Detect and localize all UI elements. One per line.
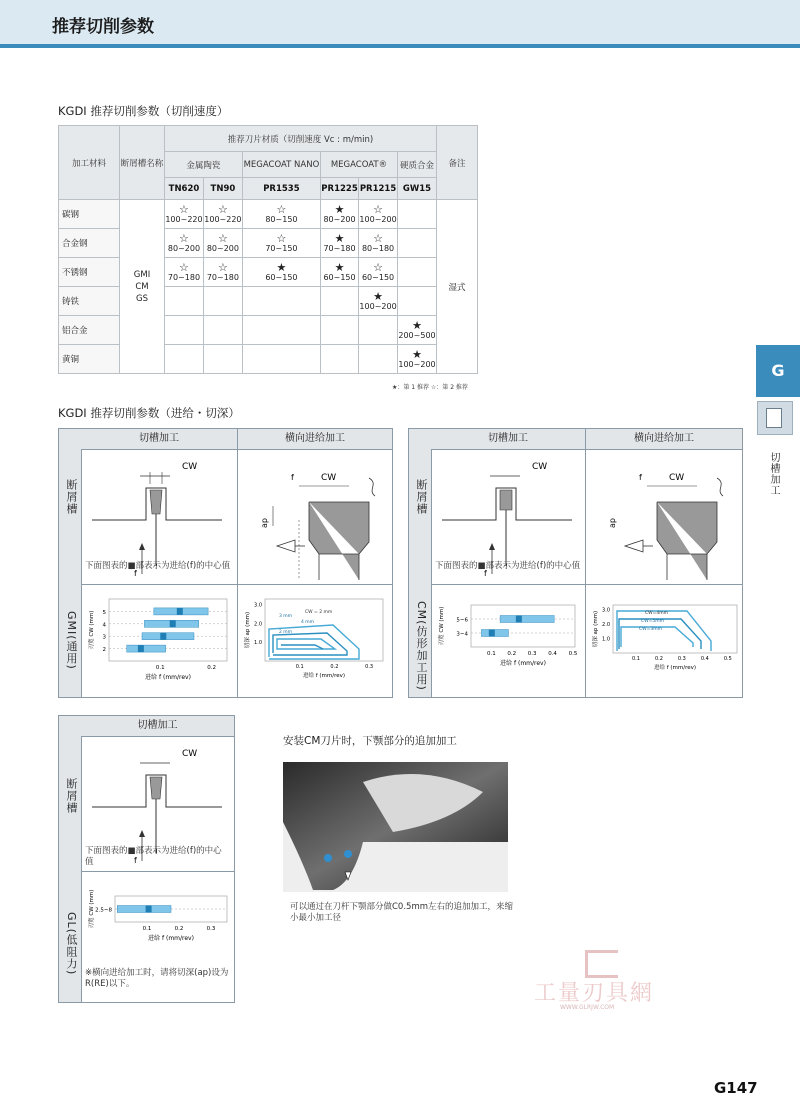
gmi-chipbreaker-label: 断屑槽 (65, 479, 78, 515)
speed-cell (359, 229, 398, 258)
tick-label: 0.3 (677, 656, 686, 662)
feed-range-bar (500, 616, 554, 623)
col-material: 加工材料 (59, 126, 120, 200)
cw-label: CW (182, 462, 198, 472)
material-cell: 碳钢 (59, 200, 120, 229)
feed-center-mark (170, 620, 176, 627)
speed-cell (320, 316, 358, 345)
grade-header: TN620 (165, 178, 204, 200)
side-tab-label: 切槽加工 (768, 452, 779, 496)
recommend-mark: ★ (412, 347, 422, 361)
gmi-traverse-chart (241, 589, 391, 695)
tick-label: 5 (102, 609, 106, 616)
x-axis-label: 进给 f (mm/rev) (145, 674, 191, 681)
svg-text:CW: CW (321, 473, 337, 483)
cm-panel (408, 428, 743, 698)
page-header (0, 0, 800, 48)
series-label: CW=3mm (639, 627, 662, 632)
grade-header: PR1535 (242, 178, 320, 200)
svg-text:f: f (639, 473, 642, 482)
speed-range: 100~220 (204, 214, 242, 224)
tick-label: 5~6 (456, 617, 468, 624)
speed-range: 100~200 (359, 214, 397, 224)
svg-text:f: f (484, 569, 487, 578)
tick-label: 0.1 (487, 651, 496, 657)
speed-cell (165, 287, 204, 316)
chamfer-marker (324, 854, 332, 862)
tick-label: 0.4 (700, 656, 709, 662)
chipbreaker-name: GMI (133, 269, 151, 280)
cm-grooving-head: 切槽加工 (431, 429, 586, 450)
col-chipbreaker: 断屑槽名称 (120, 126, 165, 200)
speed-range: 80~200 (206, 243, 239, 253)
f-label: f (134, 569, 137, 578)
svg-text:ap: ap (260, 518, 269, 528)
speed-cell (203, 258, 242, 287)
speed-cell (242, 345, 320, 374)
chamfer-marker (344, 850, 352, 858)
group-cermet: 金属陶瓷 (165, 152, 243, 178)
col-note: 备注 (437, 126, 478, 200)
recommend-mark: ☆ (217, 231, 228, 245)
recommend-mark: ★ (412, 318, 422, 332)
feed-center-mark (160, 633, 166, 640)
recommend-mark: ☆ (373, 202, 383, 216)
speed-range: 70~180 (206, 272, 239, 282)
speed-cell (165, 316, 204, 345)
speed-cell (203, 345, 242, 374)
speed-cell (359, 287, 398, 316)
series-label: CW = 2 mm (305, 610, 333, 615)
gmi-center-note: 下面图表的■部表示为进给(f)的中心值 (85, 561, 231, 571)
tick-label: 0.3 (365, 664, 374, 670)
tick-label: 0.1 (155, 665, 165, 671)
feed-range-bar (117, 906, 171, 913)
series-label: CW=4mm (645, 611, 668, 616)
recommend-mark: ☆ (373, 231, 383, 245)
speed-range: 80~180 (361, 243, 395, 253)
tick-label: 2.0 (254, 621, 262, 628)
recommend-mark: ☆ (276, 202, 287, 216)
series-label: CW=5mm (641, 619, 664, 624)
gl-note: ※横向进给加工时，请将切深(ap)设为R(RE)以下。 (85, 968, 229, 989)
speed-range: 100~200 (398, 359, 436, 369)
watermark-logo (585, 950, 618, 978)
speed-range: 60~150 (265, 272, 298, 282)
feed-range-bar (481, 630, 508, 637)
grooving-icon (757, 401, 793, 435)
svg-text:CW: CW (669, 473, 685, 483)
plot-frame (613, 605, 737, 653)
tick-label: 0.3 (527, 651, 537, 657)
y-axis-label: 刃宽 CW (mm) (89, 889, 95, 929)
note-cell: 湿式 (437, 200, 478, 374)
speed-cell (359, 316, 398, 345)
cutting-speed-table (58, 125, 478, 374)
side-tab-g: G (756, 345, 800, 397)
speed-cell (203, 200, 242, 229)
photo-title: 安装CM刀片时，下颚部分的追加加工 (283, 735, 457, 747)
gmi-grooving-head: 切槽加工 (81, 429, 238, 450)
gl-grooving-head: 切槽加工 (81, 716, 234, 737)
cm-traversing-head: 横向进给加工 (586, 429, 742, 450)
feed-range-bar (127, 645, 166, 652)
gl-label: GL(低阻力) (65, 912, 78, 976)
cm-traverse-diagram (587, 450, 741, 584)
tick-label: 1.0 (254, 640, 262, 647)
tick-label: 3.0 (254, 602, 262, 609)
holder-photo (283, 762, 508, 892)
feed-section-title: KGDI 推荐切削参数（进给・切深） (58, 406, 240, 420)
gmi-groove-chart (85, 589, 237, 695)
speed-table-row (59, 200, 478, 229)
recommend-mark: ☆ (217, 202, 228, 216)
recommend-mark: ☆ (276, 231, 287, 245)
speed-cell (320, 200, 358, 229)
y-axis-label: 切深 ap (mm) (245, 611, 251, 649)
speed-cell (165, 229, 204, 258)
recommend-mark: ★ (334, 231, 345, 245)
page-number: G147 (714, 1079, 758, 1097)
material-cell: 铸铁 (59, 287, 120, 316)
recommend-mark: ☆ (179, 231, 189, 245)
speed-cell (320, 345, 358, 374)
recommend-mark: ☆ (217, 260, 228, 274)
series-label: 4 mm (301, 620, 315, 625)
table-legend: ★：第 1 推荐 ☆：第 2 推荐 (392, 384, 468, 391)
material-cell: 黄铜 (59, 345, 120, 374)
speed-range: 80~200 (323, 214, 356, 224)
tick-label: 0.2 (507, 651, 517, 657)
plot-frame (471, 605, 575, 647)
speed-cell (203, 287, 242, 316)
tick-label: 3~4 (456, 631, 468, 638)
tick-label: 3 (102, 634, 106, 641)
tick-label: 3.0 (602, 607, 610, 614)
gl-center-note: 下面图表的■部表示为进给(f)的中心值 (85, 846, 222, 867)
svg-text:f: f (134, 856, 137, 865)
speed-cell (165, 258, 204, 287)
speed-cell (165, 200, 204, 229)
svg-text:CW: CW (182, 749, 198, 759)
gmi-panel (58, 428, 393, 698)
tick-label: 0.1 (295, 664, 304, 670)
speed-cell (398, 287, 437, 316)
speed-range: 70~180 (323, 243, 356, 253)
feed-center-mark (146, 906, 152, 913)
speed-cell (398, 200, 437, 229)
gmi-traversing-head: 横向进给加工 (238, 429, 392, 450)
tick-label: 0.1 (631, 656, 640, 662)
tick-label: 0.2 (330, 664, 339, 670)
svg-text:ap: ap (608, 518, 617, 528)
speed-cell (165, 345, 204, 374)
grade-header: PR1215 (359, 178, 398, 200)
series-label: 2 mm (279, 630, 293, 635)
gmi-traverse-diagram (239, 450, 391, 584)
speed-cell (203, 229, 242, 258)
speed-cell (359, 200, 398, 229)
tick-label: 2.0 (602, 621, 610, 628)
speed-cell (320, 229, 358, 258)
speed-range: 70~150 (265, 243, 298, 253)
watermark-url: WWW.GLRJW.COM (560, 1004, 615, 1011)
recommend-mark: ★ (334, 202, 345, 216)
speed-cell (359, 258, 398, 287)
speed-cell (242, 287, 320, 316)
feed-center-mark (138, 645, 144, 652)
tick-label: 0.2 (207, 665, 216, 671)
grade-header: TN90 (203, 178, 242, 200)
speed-range: 80~150 (265, 214, 298, 224)
x-axis-label: 进给 f (mm/rev) (148, 935, 194, 942)
x-axis-label: 进给 f (mm/rev) (500, 660, 546, 667)
cm-groove-chart (435, 589, 585, 695)
speed-range: 60~150 (323, 272, 356, 282)
gl-chipbreaker-label: 断屑槽 (65, 778, 78, 814)
feed-range-bar (142, 633, 194, 640)
speed-range: 60~150 (361, 272, 395, 282)
group-carbide: 硬质合金 (398, 152, 437, 178)
col-grade-group: 推荐刀片材质（切削速度 Vc : m/min) (165, 126, 437, 152)
speed-cell (242, 316, 320, 345)
speed-cell (242, 258, 320, 287)
recommend-mark: ☆ (179, 260, 189, 274)
recommend-mark: ★ (334, 260, 345, 274)
x-axis-label: 进给 f (mm/rev) (302, 673, 346, 679)
y-axis-label: 刃宽 CW (mm) (89, 610, 95, 650)
cm-chipbreaker-label: 断屑槽 (415, 479, 428, 515)
recommend-mark: ☆ (179, 202, 189, 216)
x-axis-label: 进给 f (mm/rev) (653, 665, 697, 671)
recommend-mark: ★ (276, 260, 287, 274)
tick-label: 0.5 (723, 656, 732, 662)
cm-traverse-chart (589, 589, 741, 695)
y-axis-label: 刃宽 CW (mm) (439, 606, 445, 646)
chipbreaker-cell (120, 200, 165, 374)
speed-range: 70~180 (167, 272, 201, 282)
grade-header: GW15 (398, 178, 437, 200)
speed-cell (203, 316, 242, 345)
photo-caption: 可以通过在刀杆下颚部分做C0.5mm左右的追加加工，来缩小最小加工径 (290, 902, 514, 923)
chipbreaker-name: GS (136, 293, 148, 304)
group-megacoat: MEGACOAT® (320, 152, 397, 178)
speed-cell (398, 316, 437, 345)
cm-label: CM(仿形加工用) (415, 601, 428, 691)
feed-center-mark (516, 616, 522, 623)
recommend-mark: ☆ (373, 260, 383, 274)
grade-header: PR1225 (320, 178, 358, 200)
header-rule (0, 44, 800, 48)
speed-cell (398, 345, 437, 374)
svg-text:f: f (291, 473, 294, 482)
chipbreaker-name: CM (135, 281, 149, 292)
gmi-label: GMI(通用) (65, 611, 78, 670)
speed-cell (398, 229, 437, 258)
tick-label: 2.5~8 (95, 907, 112, 914)
material-cell: 铝合金 (59, 316, 120, 345)
tick-label: 0.4 (548, 651, 557, 657)
feed-center-mark (177, 608, 183, 615)
speed-cell (242, 229, 320, 258)
tick-label: 4 (102, 622, 106, 629)
material-cell: 不锈钢 (59, 258, 120, 287)
gl-groove-chart (85, 884, 233, 964)
tick-label: 0.5 (568, 651, 578, 657)
tick-label: 2 (102, 647, 106, 654)
tick-label: 0.2 (174, 926, 184, 932)
speed-cell (359, 345, 398, 374)
cm-center-note: 下面图表的■部表示为进给(f)的中心值 (435, 561, 581, 571)
group-megacoat-nano: MEGACOAT NANO (242, 152, 320, 178)
y-axis-label: 切深 ap (mm) (593, 610, 599, 648)
speed-range: 100~220 (165, 214, 203, 224)
series-label: 3 mm (279, 614, 293, 619)
feed-center-mark (489, 630, 495, 637)
speed-cell (320, 258, 358, 287)
speed-range: 100~200 (359, 301, 397, 311)
speed-range: 80~200 (167, 243, 201, 253)
tick-label: 0.1 (142, 926, 152, 932)
tick-label: 0.2 (654, 656, 663, 662)
speed-cell (242, 200, 320, 229)
svg-text:CW: CW (532, 462, 548, 472)
speed-cell (320, 287, 358, 316)
material-cell: 合金钢 (59, 229, 120, 258)
recommend-mark: ★ (373, 289, 383, 303)
speed-range: 200~500 (398, 330, 436, 340)
gl-panel (58, 715, 235, 1003)
tick-label: 1.0 (602, 636, 610, 643)
tick-label: 0.3 (206, 926, 216, 932)
speed-cell (398, 258, 437, 287)
page-title: 推荐切削参数 (52, 17, 154, 37)
watermark-text: 工量刃具網 (534, 981, 655, 1006)
speed-section-title: KGDI 推荐切削参数（切削速度） (58, 104, 229, 118)
